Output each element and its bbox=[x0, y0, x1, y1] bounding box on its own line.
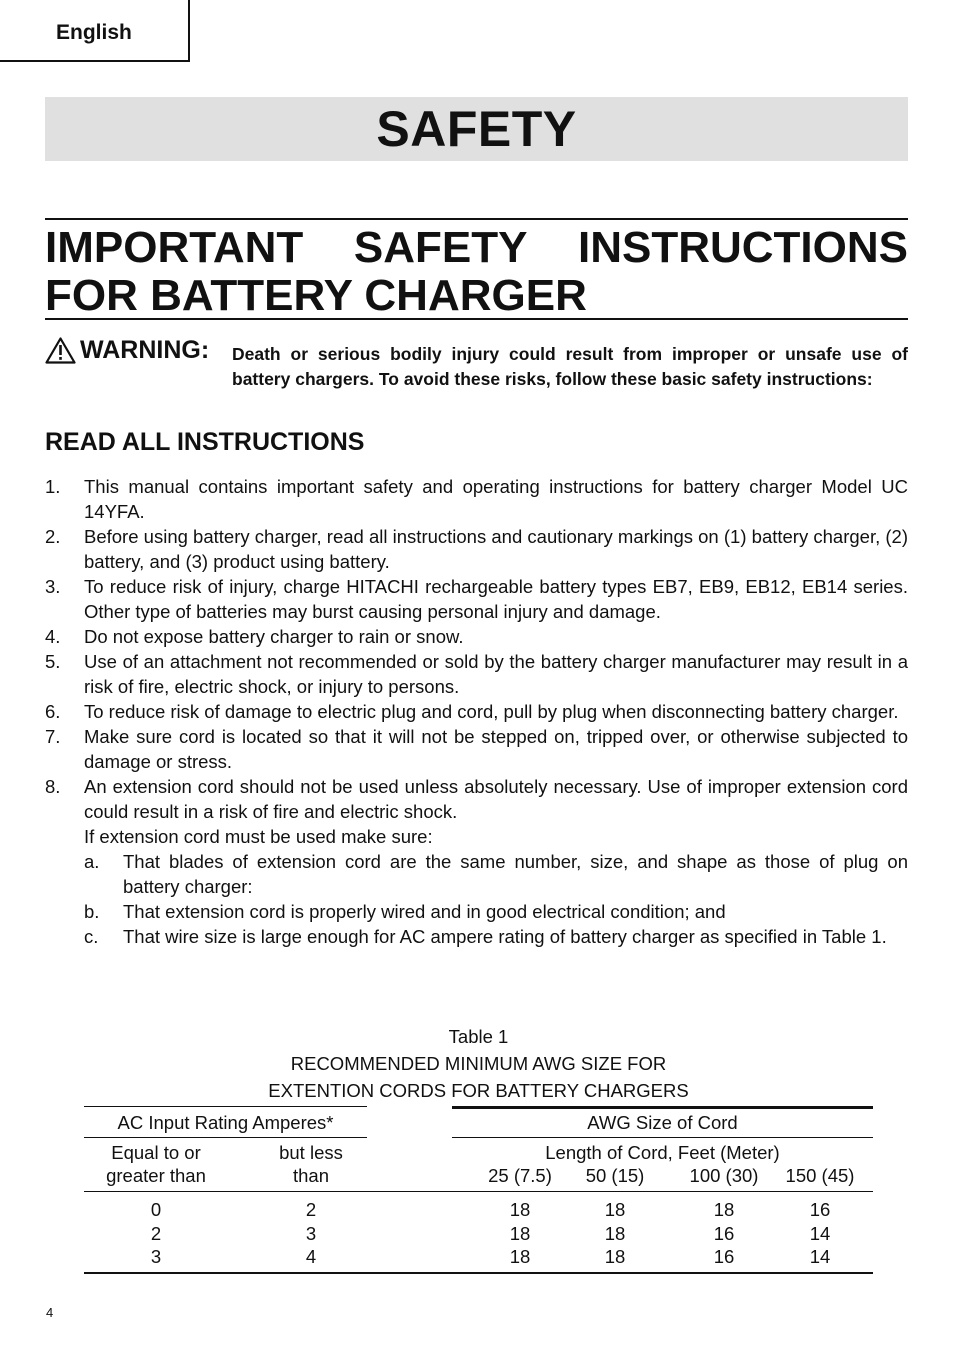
instruction-item bbox=[45, 574, 908, 624]
table-cell: 18 bbox=[604, 1223, 626, 1244]
main-heading-line2: FOR BATTERY CHARGER bbox=[45, 271, 587, 320]
instruction-text: An extension cord should not be used unless absolutely necessary. Use of improper extension cord could result in a risk of fire and electric shock. bbox=[84, 776, 908, 822]
instruction-item bbox=[45, 699, 908, 724]
instruction-number: 8. bbox=[45, 776, 61, 797]
length-header: Length of Cord, Feet (Meter) bbox=[545, 1142, 780, 1163]
instruction-item bbox=[45, 774, 908, 949]
col-header-line: but less bbox=[279, 1142, 343, 1163]
header-bottom-rule bbox=[84, 1191, 873, 1192]
table-cell: 18 bbox=[604, 1199, 626, 1220]
table-cell: 2 bbox=[150, 1223, 162, 1244]
instruction-number: 6. bbox=[45, 701, 61, 722]
group-right-rule bbox=[452, 1137, 873, 1138]
table-cell: 4 bbox=[305, 1246, 317, 1267]
sub-item-letter: c. bbox=[84, 926, 99, 947]
table-cell: 18 bbox=[509, 1223, 531, 1244]
warning-label: WARNING: bbox=[80, 336, 210, 364]
group-left-rule bbox=[84, 1137, 367, 1138]
group-header-awg: AWG Size of Cord bbox=[587, 1112, 738, 1133]
table-cell: 3 bbox=[150, 1246, 162, 1267]
instruction-text: To reduce risk of injury, charge HITACHI rechargeable battery types EB7, EB9, EB12, EB14 series. Other type of batteries may burst causing personal injury and damage. bbox=[84, 576, 908, 622]
table-caption-line: Table 1 bbox=[448, 1026, 509, 1047]
warning-text: Death or serious bodily injury could result from improper or unsafe use of battery chargers. To avoid these risks, follow these basic safety instructions: bbox=[232, 344, 908, 389]
instruction-item bbox=[45, 524, 908, 574]
table-top-rule bbox=[84, 1106, 367, 1107]
instruction-text: Do not expose battery charger to rain or snow. bbox=[84, 626, 464, 647]
awg-table bbox=[84, 1106, 873, 1274]
instruction-body bbox=[84, 774, 908, 949]
sub-item-text: That blades of extension cord are the same number, size, and shape as those of plug on battery charger: bbox=[123, 851, 908, 897]
instruction-number: 2. bbox=[45, 526, 61, 547]
instruction-number: 7. bbox=[45, 726, 61, 747]
group-header-ac-input: AC Input Rating Amperes* bbox=[117, 1112, 334, 1133]
main-heading bbox=[45, 218, 908, 320]
instruction-text: Make sure cord is located so that it will not be stepped on, tripped over, or otherwise subjected to damage or stress. bbox=[84, 726, 908, 772]
instruction-number: 1. bbox=[45, 476, 61, 497]
instruction-number: 5. bbox=[45, 651, 61, 672]
table-cell: 3 bbox=[305, 1223, 317, 1244]
instruction-number: 4. bbox=[45, 626, 61, 647]
instruction-text: Use of an attachment not recommended or sold by the battery charger manufacturer may result in a risk of fire, electric shock, or injury to persons. bbox=[84, 651, 908, 697]
length-col-header: 50 (15) bbox=[585, 1165, 645, 1186]
table-caption-line: EXTENTION CORDS FOR BATTERY CHARGERS bbox=[268, 1080, 689, 1101]
table-caption bbox=[84, 1023, 873, 1104]
sub-item-text: That extension cord is properly wired and in good electrical condition; and bbox=[123, 901, 726, 922]
table-top-rule bbox=[452, 1106, 873, 1109]
heading-word: SAFETY bbox=[353, 223, 528, 272]
sub-item bbox=[84, 849, 908, 899]
instruction-item bbox=[45, 624, 908, 649]
table-cell: 18 bbox=[509, 1246, 531, 1267]
table-cell: 18 bbox=[713, 1199, 735, 1220]
language-label: English bbox=[56, 21, 132, 44]
length-col-header: 100 (30) bbox=[689, 1165, 759, 1186]
table-bottom-rule bbox=[84, 1272, 873, 1274]
table-cell: 18 bbox=[604, 1246, 626, 1267]
main-heading-line1 bbox=[45, 224, 908, 272]
sub-item-letter: a. bbox=[84, 851, 100, 872]
length-col-header: 150 (45) bbox=[785, 1165, 855, 1186]
sub-item-text: That wire size is large enough for AC ampere rating of battery charger as specified in Table 1. bbox=[123, 926, 887, 947]
table-cell: 0 bbox=[150, 1199, 162, 1220]
warning-triangle-icon bbox=[45, 337, 76, 364]
read-all-heading: READ ALL INSTRUCTIONS bbox=[45, 428, 365, 456]
sub-item-letter: b. bbox=[84, 901, 100, 922]
instruction-item bbox=[45, 649, 908, 699]
heading-word: INSTRUCTIONS bbox=[578, 223, 908, 272]
instruction-item bbox=[45, 724, 908, 774]
col-header-equal bbox=[84, 1141, 228, 1187]
col-header-line: Equal to or bbox=[111, 1142, 201, 1163]
instruction-item bbox=[45, 474, 908, 524]
heading-word: IMPORTANT bbox=[45, 223, 304, 272]
warning-label-group bbox=[45, 336, 209, 365]
col-header-line: than bbox=[292, 1165, 329, 1186]
table-cell: 14 bbox=[809, 1246, 831, 1267]
language-tab bbox=[0, 0, 190, 62]
instruction-text: Before using battery charger, read all instructions and cautionary markings on (1) battery charger, (2) battery, and (3) product using battery. bbox=[84, 526, 908, 572]
table-cell: 2 bbox=[305, 1199, 317, 1220]
instruction-extra-text: If extension cord must be used make sure: bbox=[84, 826, 433, 847]
table-caption-line: RECOMMENDED MINIMUM AWG SIZE FOR bbox=[290, 1053, 667, 1074]
instruction-list bbox=[45, 474, 908, 949]
table-cell: 16 bbox=[713, 1223, 735, 1244]
instruction-text: This manual contains important safety and operating instructions for battery charger Model UC 14YFA. bbox=[84, 476, 908, 522]
table-cell: 14 bbox=[809, 1223, 831, 1244]
table-cell: 16 bbox=[809, 1199, 831, 1220]
col-header-line: greater than bbox=[106, 1165, 206, 1186]
page-number: 4 bbox=[46, 1305, 54, 1320]
table-cell: 18 bbox=[509, 1199, 531, 1220]
table-cell: 16 bbox=[713, 1246, 735, 1267]
length-col-header: 25 (7.5) bbox=[488, 1165, 552, 1186]
section-title: SAFETY bbox=[376, 101, 577, 157]
sub-item bbox=[84, 924, 908, 949]
sub-item bbox=[84, 899, 908, 924]
col-header-less bbox=[256, 1141, 366, 1187]
instruction-text: To reduce risk of damage to electric plug and cord, pull by plug when disconnecting battery charger. bbox=[84, 701, 899, 722]
instruction-number: 3. bbox=[45, 576, 61, 597]
section-title-band bbox=[45, 97, 908, 161]
